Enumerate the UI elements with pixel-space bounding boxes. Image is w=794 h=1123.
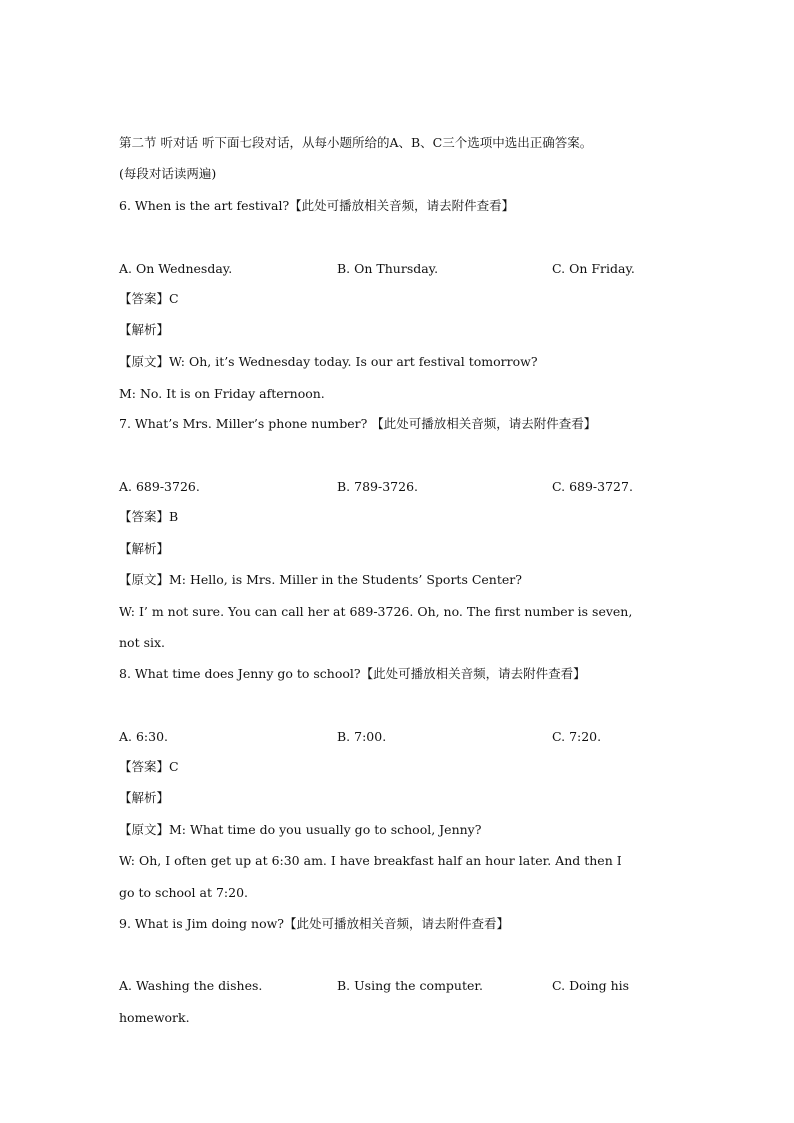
question-7-transcript-line: W: I’ m not sure. You can call her at 689-3726. Oh, no. The first number is seven,	[119, 604, 633, 619]
question-7-option-a: A. 689-3726.	[119, 479, 200, 494]
question-7-transcript-line: 【原文】M: Hello, is Mrs. Miller in the Students’ Sports Center?	[119, 572, 522, 587]
question-7-analysis: 【解析】	[119, 541, 170, 556]
question-7-stem: 7. What’s Mrs. Miller’s phone number? 【此处可播放相关音频，请去附件查看】	[119, 416, 597, 431]
question-8-transcript-line: W: Oh, I often get up at 6:30 am. I have breakfast half an hour later. And then I	[119, 853, 622, 868]
question-9-option-a: A. Washing the dishes.	[119, 978, 263, 993]
question-6-option-c: C. On Friday.	[552, 261, 635, 276]
question-8-transcript-line: 【原文】M: What time do you usually go to school, Jenny?	[119, 822, 482, 837]
question-8-answer: 【答案】C	[119, 759, 179, 774]
question-6-transcript-line: M: No. It is on Friday afternoon.	[119, 386, 325, 401]
question-7-option-b: B. 789-3726.	[337, 479, 418, 494]
question-6-answer: 【答案】C	[119, 291, 179, 306]
question-6-option-a: A. On Wednesday.	[119, 261, 233, 276]
question-9-option-c: C. Doing his	[552, 978, 630, 993]
question-9-stem: 9. What is Jim doing now?【此处可播放相关音频，请去附件查看】	[119, 916, 509, 931]
question-9-option-c-continuation: homework.	[119, 1010, 190, 1025]
question-6-option-b: B. On Thursday.	[337, 261, 439, 276]
section-header: 第二节 听对话 听下面七段对话，从每小题所给的A、B、C三个选项中选出正确答案。	[119, 135, 593, 150]
question-7-answer: 【答案】B	[119, 509, 179, 524]
question-8-option-b: B. 7:00.	[337, 729, 387, 744]
question-8-transcript-line: go to school at 7:20.	[119, 885, 249, 900]
question-6-transcript-line: 【原文】W: Oh, it’s Wednesday today. Is our art festival tomorrow?	[119, 354, 538, 369]
question-8-analysis: 【解析】	[119, 790, 170, 805]
question-8-stem: 8. What time does Jenny go to school?【此处可播放相关音频，请去附件查看】	[119, 666, 586, 681]
question-6-stem: 6. When is the art festival?【此处可播放相关音频，请去附件查看】	[119, 198, 515, 213]
question-6-analysis: 【解析】	[119, 322, 170, 337]
question-8-option-a: A. 6:30.	[119, 729, 169, 744]
question-7-option-c: C. 689-3727.	[552, 479, 633, 494]
question-7-transcript-line: not six.	[119, 635, 166, 650]
question-9-option-b: B. Using the computer.	[337, 978, 483, 993]
question-8-option-c: C. 7:20.	[552, 729, 602, 744]
section-note: (每段对话读两遍)	[119, 166, 217, 181]
